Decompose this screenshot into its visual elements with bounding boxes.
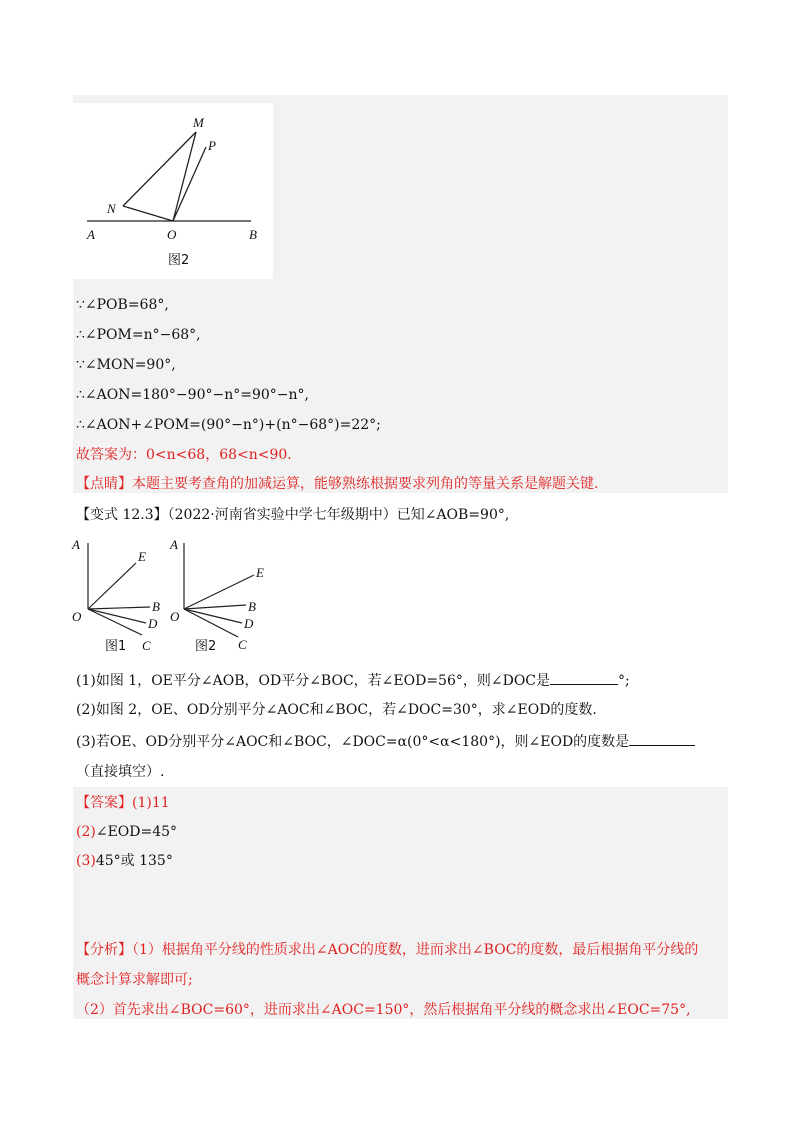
- problem-header: [76, 505, 509, 525]
- fig2-label-O: O: [170, 609, 180, 624]
- figure-caption: 图2: [168, 253, 190, 268]
- answer-3: 45°或 135°: [95, 853, 173, 869]
- analysis-line-3: （2）首先求出∠BOC=60°，进而求出∠AOC=150°，然后根据角平分线的概念求出∠EOC=75°,: [76, 1002, 691, 1018]
- question-3: [76, 731, 695, 752]
- solution-line-3: ∵∠MON=90°,: [76, 357, 176, 373]
- fig2-label-A: A: [170, 537, 178, 552]
- question-1: [76, 670, 630, 691]
- answer-line-1: [76, 793, 170, 813]
- label-A: A: [87, 227, 95, 242]
- question-3-blank[interactable]: [629, 731, 695, 746]
- fig2-label-B: B: [248, 599, 256, 614]
- fig1-label-B: B: [152, 599, 160, 614]
- answer-3-number: (3): [76, 853, 96, 869]
- answer-line-2: [76, 822, 177, 842]
- question-1-text: (1)如图 1，OE平分∠AOB，OD平分∠BOC，若∠EOD=56°，则∠DOC是: [76, 673, 551, 689]
- answer-2-number: (2): [76, 824, 96, 840]
- analysis-line-2: 概念计算求解即可;: [76, 972, 193, 988]
- fig2-label-E: E: [256, 565, 264, 580]
- comment-line: 【点睛】本题主要考查角的加减运算，能够熟练根据要求列角的等量关系是解题关键.: [76, 476, 599, 492]
- label-O: O: [167, 227, 177, 242]
- solution-line-1: ∵∠POB=68°,: [76, 297, 169, 313]
- figure-2-top: [73, 103, 273, 279]
- answer-line-3: [76, 851, 173, 871]
- label-N: N: [107, 201, 116, 216]
- figure-2: [168, 535, 278, 660]
- problem-source: （2022·河南省实验中学七年级期中）: [167, 507, 397, 523]
- question-1-blank[interactable]: [550, 670, 618, 685]
- fig1-label-O: O: [72, 609, 82, 624]
- problem-stem: 已知∠AOB=90°,: [396, 507, 510, 523]
- final-answer-line: 故答案为：0<n<68，68<n<90.: [76, 447, 292, 463]
- solution-line-2: ∴∠POM=n°−68°,: [76, 327, 201, 343]
- question-1-unit: °;: [618, 673, 630, 689]
- fig1-caption: 图1: [105, 639, 127, 654]
- fig1-label-C: C: [142, 638, 151, 653]
- label-B: B: [249, 227, 257, 242]
- question-3-tail: （直接填空）.: [76, 764, 165, 780]
- fig1-label-A: A: [72, 537, 80, 552]
- fig2-label-D: D: [244, 616, 254, 631]
- solution-line-4: ∴∠AON=180°−90°−n°=90°−n°,: [76, 387, 309, 403]
- answer-1: (1)11: [132, 795, 170, 811]
- fig1-label-E: E: [138, 549, 146, 564]
- question-3-text: (3)若OE、OD分别平分∠AOC和∠BOC，∠DOC=α(0°<α<180°)，则∠EOD的度数是: [76, 734, 630, 750]
- answer-2: ∠EOD=45°: [95, 824, 178, 840]
- analysis-line-1: 【分析】（1）根据角平分线的性质求出∠AOC的度数，进而求出∠BOC的度数，最后根据角平分线的: [76, 942, 699, 958]
- label-M: M: [193, 115, 204, 130]
- question-2: (2)如图 2，OE、OD分别平分∠AOC和∠BOC，若∠DOC=30°，求∠EOD的度数.: [76, 702, 597, 718]
- problem-tag: 【变式 12.3】: [76, 507, 168, 523]
- answer-tag: 【答案】: [76, 795, 132, 811]
- figure-1: [70, 535, 170, 660]
- fig1-label-D: D: [148, 616, 158, 631]
- fig2-caption: 图2: [195, 639, 217, 654]
- fig2-label-C: C: [238, 637, 247, 652]
- label-P: P: [208, 138, 216, 153]
- solution-line-5: ∴∠AON+∠POM=(90°−n°)+(n°−68°)=22°;: [76, 417, 381, 433]
